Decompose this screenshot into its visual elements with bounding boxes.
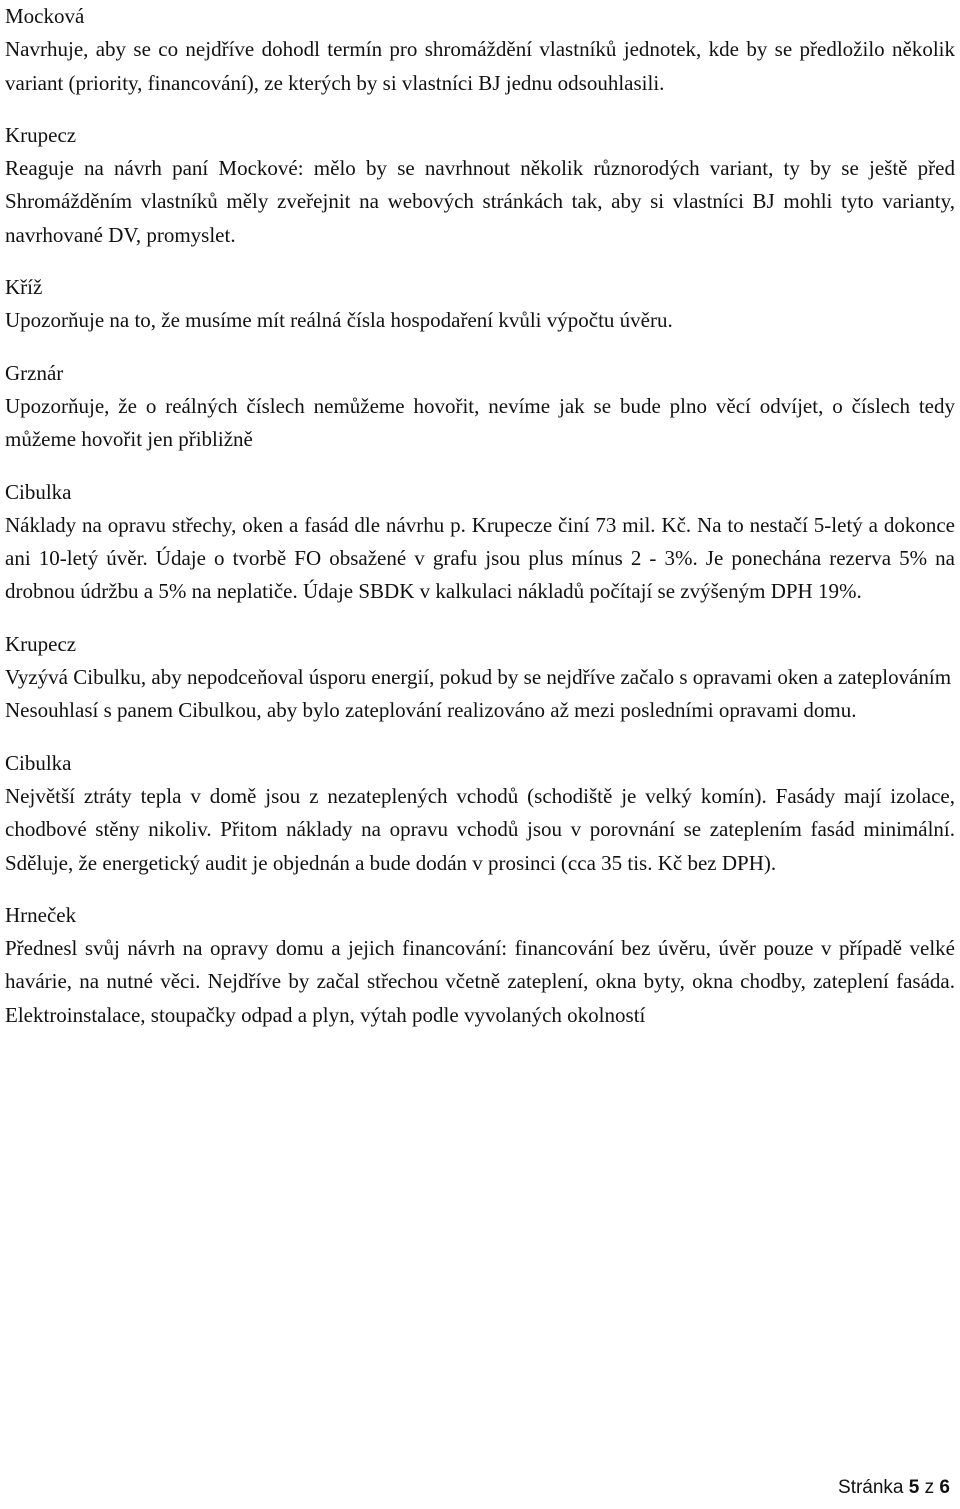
page-footer: [838, 1475, 950, 1501]
entry-cibulka-2: [5, 747, 955, 880]
speaker-name: Hrneček: [5, 902, 77, 927]
entry-krupecz-2: [5, 628, 955, 728]
statement-paragraph: Nesouhlasí s panem Cibulkou, aby bylo zateplování realizováno až mezi posledními opravami domu.: [5, 698, 857, 723]
document-body: [5, 0, 955, 1051]
page-label: Stránka: [838, 1477, 904, 1498]
statement-paragraph: Navrhuje, aby se co nejdříve dohodl termín pro shromáždění vlastníků jednotek, kde by se předložilo několik variant (priority, financování), ze kterých by si vlastníci BJ jednu odsouhlasili.: [5, 37, 955, 95]
statement-paragraph: Přednesl svůj návrh na opravy domu a jejich financování: financování bez úvěru, úvěr pouze v případě velké havárie, na nutné věci. Nejdříve by začal střechou včetně zateplení, okna byty, okna chodby, zateplení fasáda. Elektroinstalace, stoupačky odpad a plyn, výtah podle vyvolaných okolností: [5, 936, 955, 1027]
entry-hrnecek: [5, 899, 955, 1032]
statement-paragraph: Upozorňuje na to, že musíme mít reálná čísla hospodaření kvůli výpočtu úvěru.: [5, 308, 673, 333]
page-number-current: 5: [908, 1477, 920, 1498]
entry-mockova: [5, 0, 955, 100]
speaker-name: Cibulka: [5, 750, 72, 775]
statement-paragraph: Náklady na opravu střechy, oken a fasád dle návrhu p. Krupecze činí 73 mil. Kč. Na to nestačí 5-letý a dokonce ani 10-letý úvěr. Údaje o tvorbě FO obsažené v grafu jsou plus mínus 2 - 3%. Je ponechána rezerva 5% na drobnou údržbu a 5% na neplatiče. Údaje SBDK v kalkulaci nákladů počítají se zvýšeným DPH 19%.: [5, 512, 955, 604]
page-separator: z: [924, 1477, 935, 1498]
speaker-name: Krupecz: [5, 122, 77, 147]
speaker-name: Krupecz: [5, 631, 77, 656]
statement-paragraph: Vyzývá Cibulku, aby nepodceňoval úsporu energií, pokud by se nejdříve začalo s opravami oken a zateplováním: [5, 665, 952, 690]
statement-paragraph: Největší ztráty tepla v domě jsou z nezateplených vchodů (schodiště je velký komín). Fasády mají izolace, chodbové stěny nikoliv. Přitom náklady na opravu vchodů jsou v porovnání se zateplením fasád minimální. Sděluje, že energetický audit je objednán a bude dodán v prosinci (cca 35 tis. Kč bez DPH).: [5, 783, 955, 875]
statement-paragraph: Upozorňuje, že o reálných číslech nemůžeme hovořit, nevíme jak se bude plno věcí odvíjet, o číslech tedy můžeme hovořit jen přibližně: [5, 393, 955, 452]
speaker-name: Kříž: [5, 275, 43, 300]
entry-cibulka: [5, 476, 955, 609]
entry-grznar: [5, 357, 955, 457]
page-number-total: 6: [939, 1477, 950, 1498]
entry-krupecz: [5, 119, 955, 252]
speaker-name: Cibulka: [5, 479, 72, 504]
statement-paragraph: Reaguje na návrh paní Mockové: mělo by se navrhnout několik různorodých variant, ty by se ještě před Shromážděním vlastníků měly zveřejnit na webových stránkách tak, aby si vlastníci BJ mohli tyto varianty, navrhované DV, promyslet.: [5, 156, 955, 247]
speaker-name: Grznár: [5, 360, 64, 385]
speaker-name: Mocková: [5, 4, 85, 28]
entry-kriz: [5, 271, 955, 338]
